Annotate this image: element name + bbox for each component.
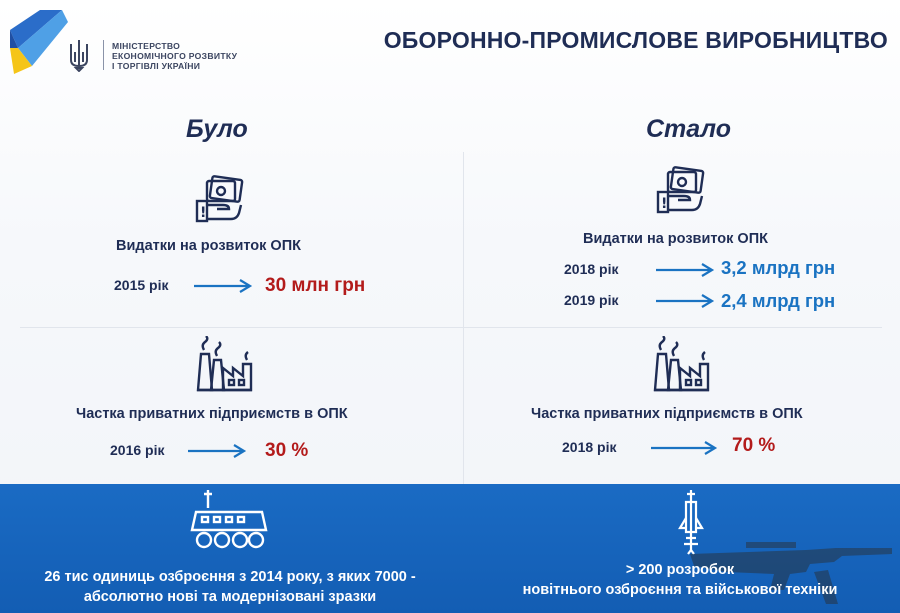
private-share-value-before: 30 % [265, 440, 309, 461]
footer-left-line: 26 тис одиниць озброєння з 2014 року, з яких 7000 - [44, 569, 416, 585]
ministry-logo-icon [10, 8, 68, 78]
money-hand-icon [195, 175, 245, 225]
svg-text:!: ! [661, 196, 668, 212]
column-heading-before: Було [186, 115, 248, 143]
ministry-line: МІНІСТЕРСТВО [112, 41, 181, 51]
trident-icon [66, 38, 92, 72]
spending-label-before: Видатки на розвиток ОПК [116, 238, 301, 254]
spending-value-before: 30 млн грн [265, 275, 366, 296]
private-share-label-after: Частка приватних підприємств в ОПК [531, 406, 803, 422]
arrow-icon [656, 294, 716, 308]
footer-right-line: новітнього озброєння та військової техніки [522, 582, 838, 598]
ministry-line: ЕКОНОМІЧНОГО РОЗВИТКУ [112, 51, 238, 61]
private-share-value-after: 70 % [732, 435, 776, 456]
column-divider [463, 152, 464, 484]
arrow-icon [656, 263, 716, 277]
arrow-icon [194, 279, 254, 293]
header-divider [103, 40, 104, 70]
spending-value-2018: 3,2 млрд грн [721, 257, 836, 278]
row-divider [20, 327, 882, 328]
column-heading-after: Стало [646, 115, 731, 143]
year-label: 2016 рік [110, 442, 165, 458]
svg-text:!: ! [200, 205, 207, 221]
ministry-line: І ТОРГІВЛІ УКРАЇНИ [112, 61, 201, 71]
year-label: 2018 рік [562, 439, 617, 455]
footer-right-text [480, 560, 880, 600]
factory-icon [195, 336, 253, 392]
footer-left-line: абсолютно нові та модернізовані зразки [83, 589, 377, 605]
arrow-icon [651, 441, 719, 455]
money-hand-icon [656, 166, 706, 216]
ministry-name [112, 41, 312, 71]
footer-right-line: > 200 розробок [625, 562, 735, 578]
armored-vehicle-icon [190, 488, 268, 550]
private-share-label-before: Частка приватних підприємств в ОПК [76, 406, 348, 422]
year-label: 2018 рік [564, 261, 619, 277]
spending-label-after: Видатки на розвиток ОПК [583, 231, 768, 247]
year-label: 2015 рік [114, 277, 169, 293]
page-title: ОБОРОННО-ПРОМИСЛОВЕ ВИРОБНИЦТВО [383, 27, 888, 53]
arrow-icon [188, 444, 248, 458]
footer-left-text [20, 567, 440, 607]
spending-value-2019: 2,4 млрд грн [721, 290, 836, 311]
factory-icon [652, 336, 710, 392]
year-label: 2019 рік [564, 292, 619, 308]
